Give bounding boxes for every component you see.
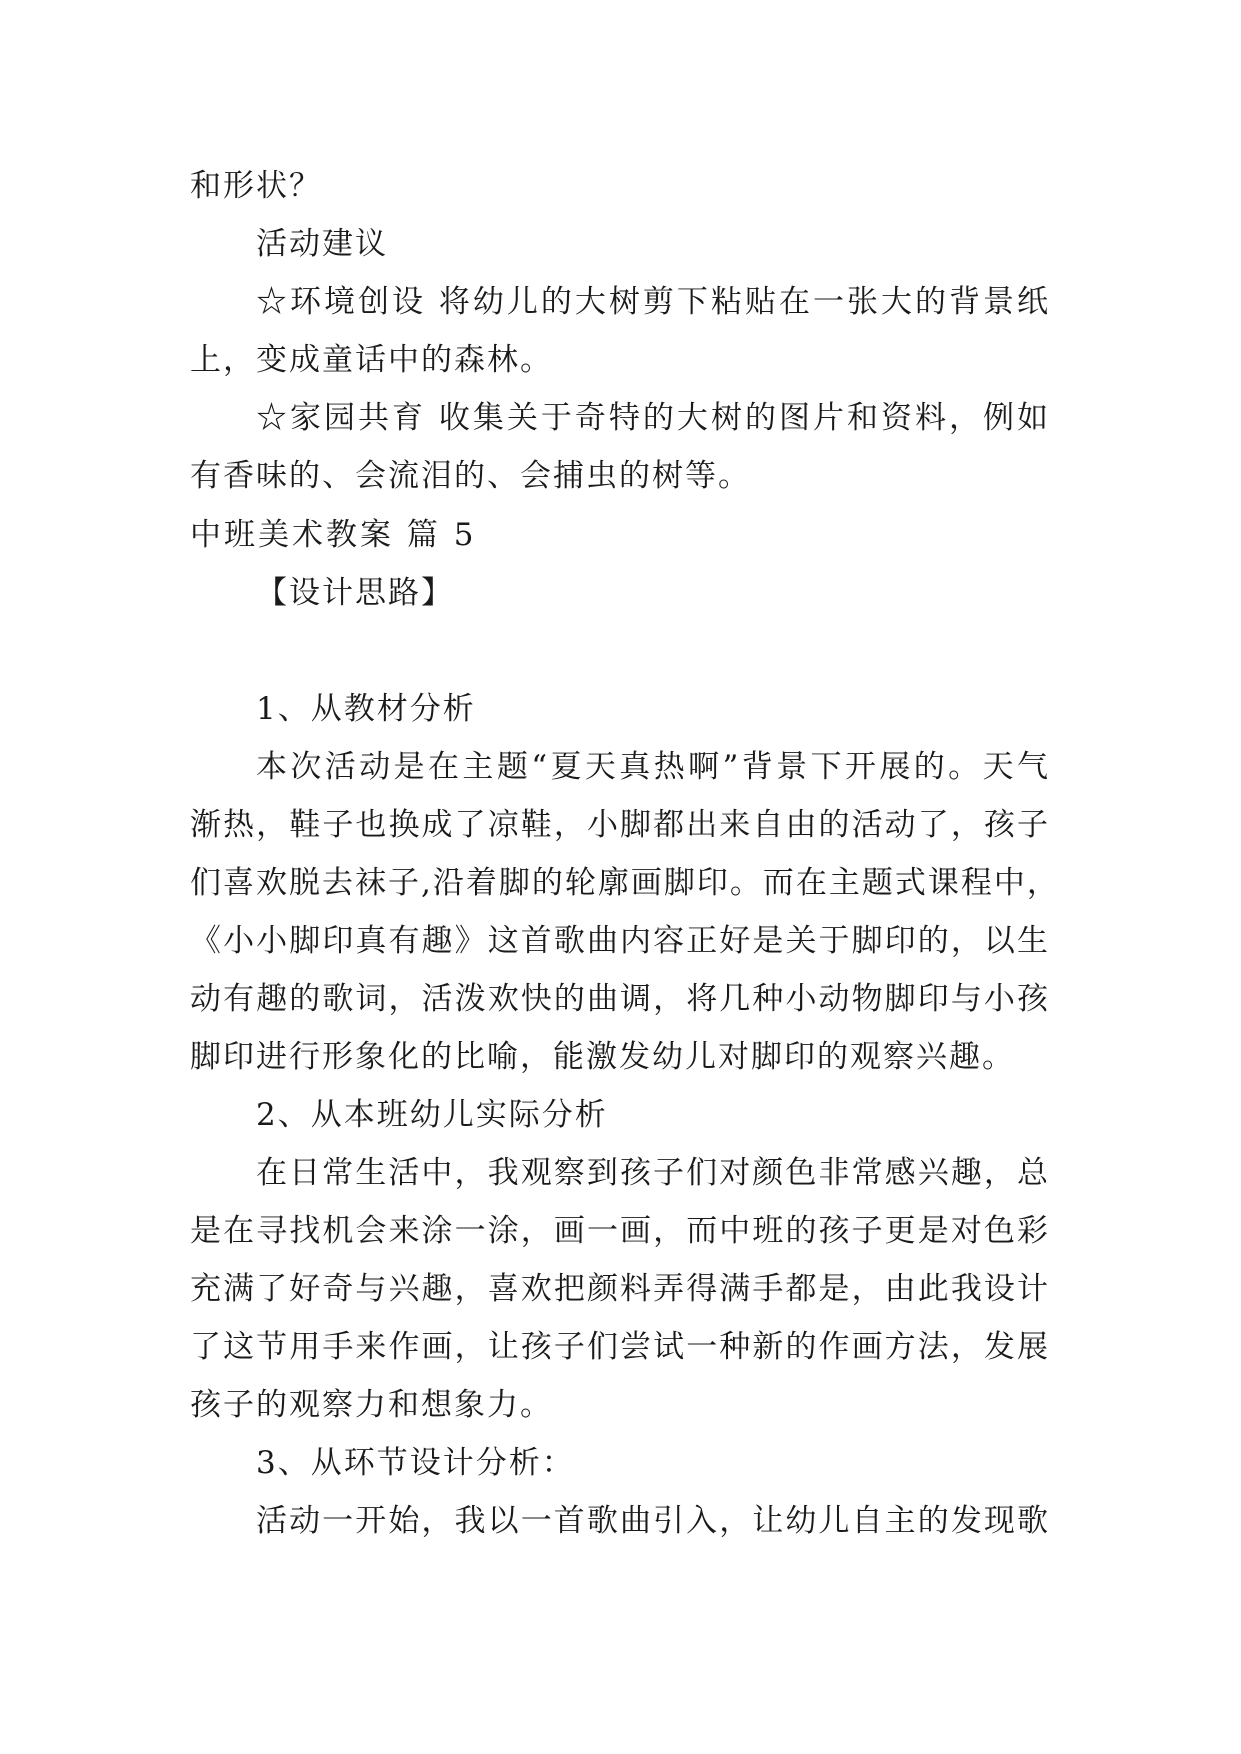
text-line: 孩子的观察力和想象力。 [190, 1387, 553, 1423]
document-heading: 中班美术教案 篇 5 [190, 517, 477, 553]
text-line: 和形状？ [190, 168, 322, 204]
text-line: 是在寻找机会来涂一涂，画一画，而中班的孩子更是对色彩 [190, 1213, 1050, 1249]
text-line: 充满了好奇与兴趣，喜欢把颜料弄得满手都是，由此我设计 [190, 1271, 1050, 1307]
text-line: 在日常生活中，我观察到孩子们对颜色非常感兴趣，总 [256, 1155, 1050, 1191]
text-line: 上，变成童话中的森林。 [190, 342, 553, 378]
text-line: 《小小脚印真有趣》这首歌曲内容正好是关于脚印的，以生 [190, 923, 1050, 959]
text-line: 脚印进行形象化的比喻，能激发幼儿对脚印的观察兴趣。 [190, 1039, 1015, 1075]
text-line: ☆环境创设 将幼儿的大树剪下粘贴在一张大的背景纸 [256, 284, 1050, 320]
text-line: 们喜欢脱去袜子,沿着脚的轮廓画脚印。而在主题式课程中， [190, 865, 1060, 901]
text-line: 动有趣的歌词，活泼欢快的曲调，将几种小动物脚印与小孩 [190, 981, 1050, 1017]
text-line: 渐热，鞋子也换成了凉鞋，小脚都出来自由的活动了，孩子 [190, 807, 1050, 843]
text-line: 了这节用手来作画，让孩子们尝试一种新的作画方法，发展 [190, 1329, 1050, 1365]
subsection-title: 3、从环节设计分析： [256, 1445, 575, 1481]
text-line: 有香味的、会流泪的、会捕虫的树等。 [190, 458, 751, 494]
section-title-design-ideas: 【设计思路】 [256, 575, 454, 611]
section-title-activity-suggestions: 活动建议 [256, 226, 388, 262]
subsection-title: 1、从教材分析 [256, 691, 476, 727]
text-line: 活动一开始，我以一首歌曲引入，让幼儿自主的发现歌 [256, 1503, 1050, 1539]
text-line: 本次活动是在主题“夏天真热啊”背景下开展的。天气 [256, 749, 1050, 785]
subsection-title: 2、从本班幼儿实际分析 [256, 1097, 608, 1133]
text-line: ☆家园共育 收集关于奇特的大树的图片和资料，例如 [256, 400, 1050, 436]
